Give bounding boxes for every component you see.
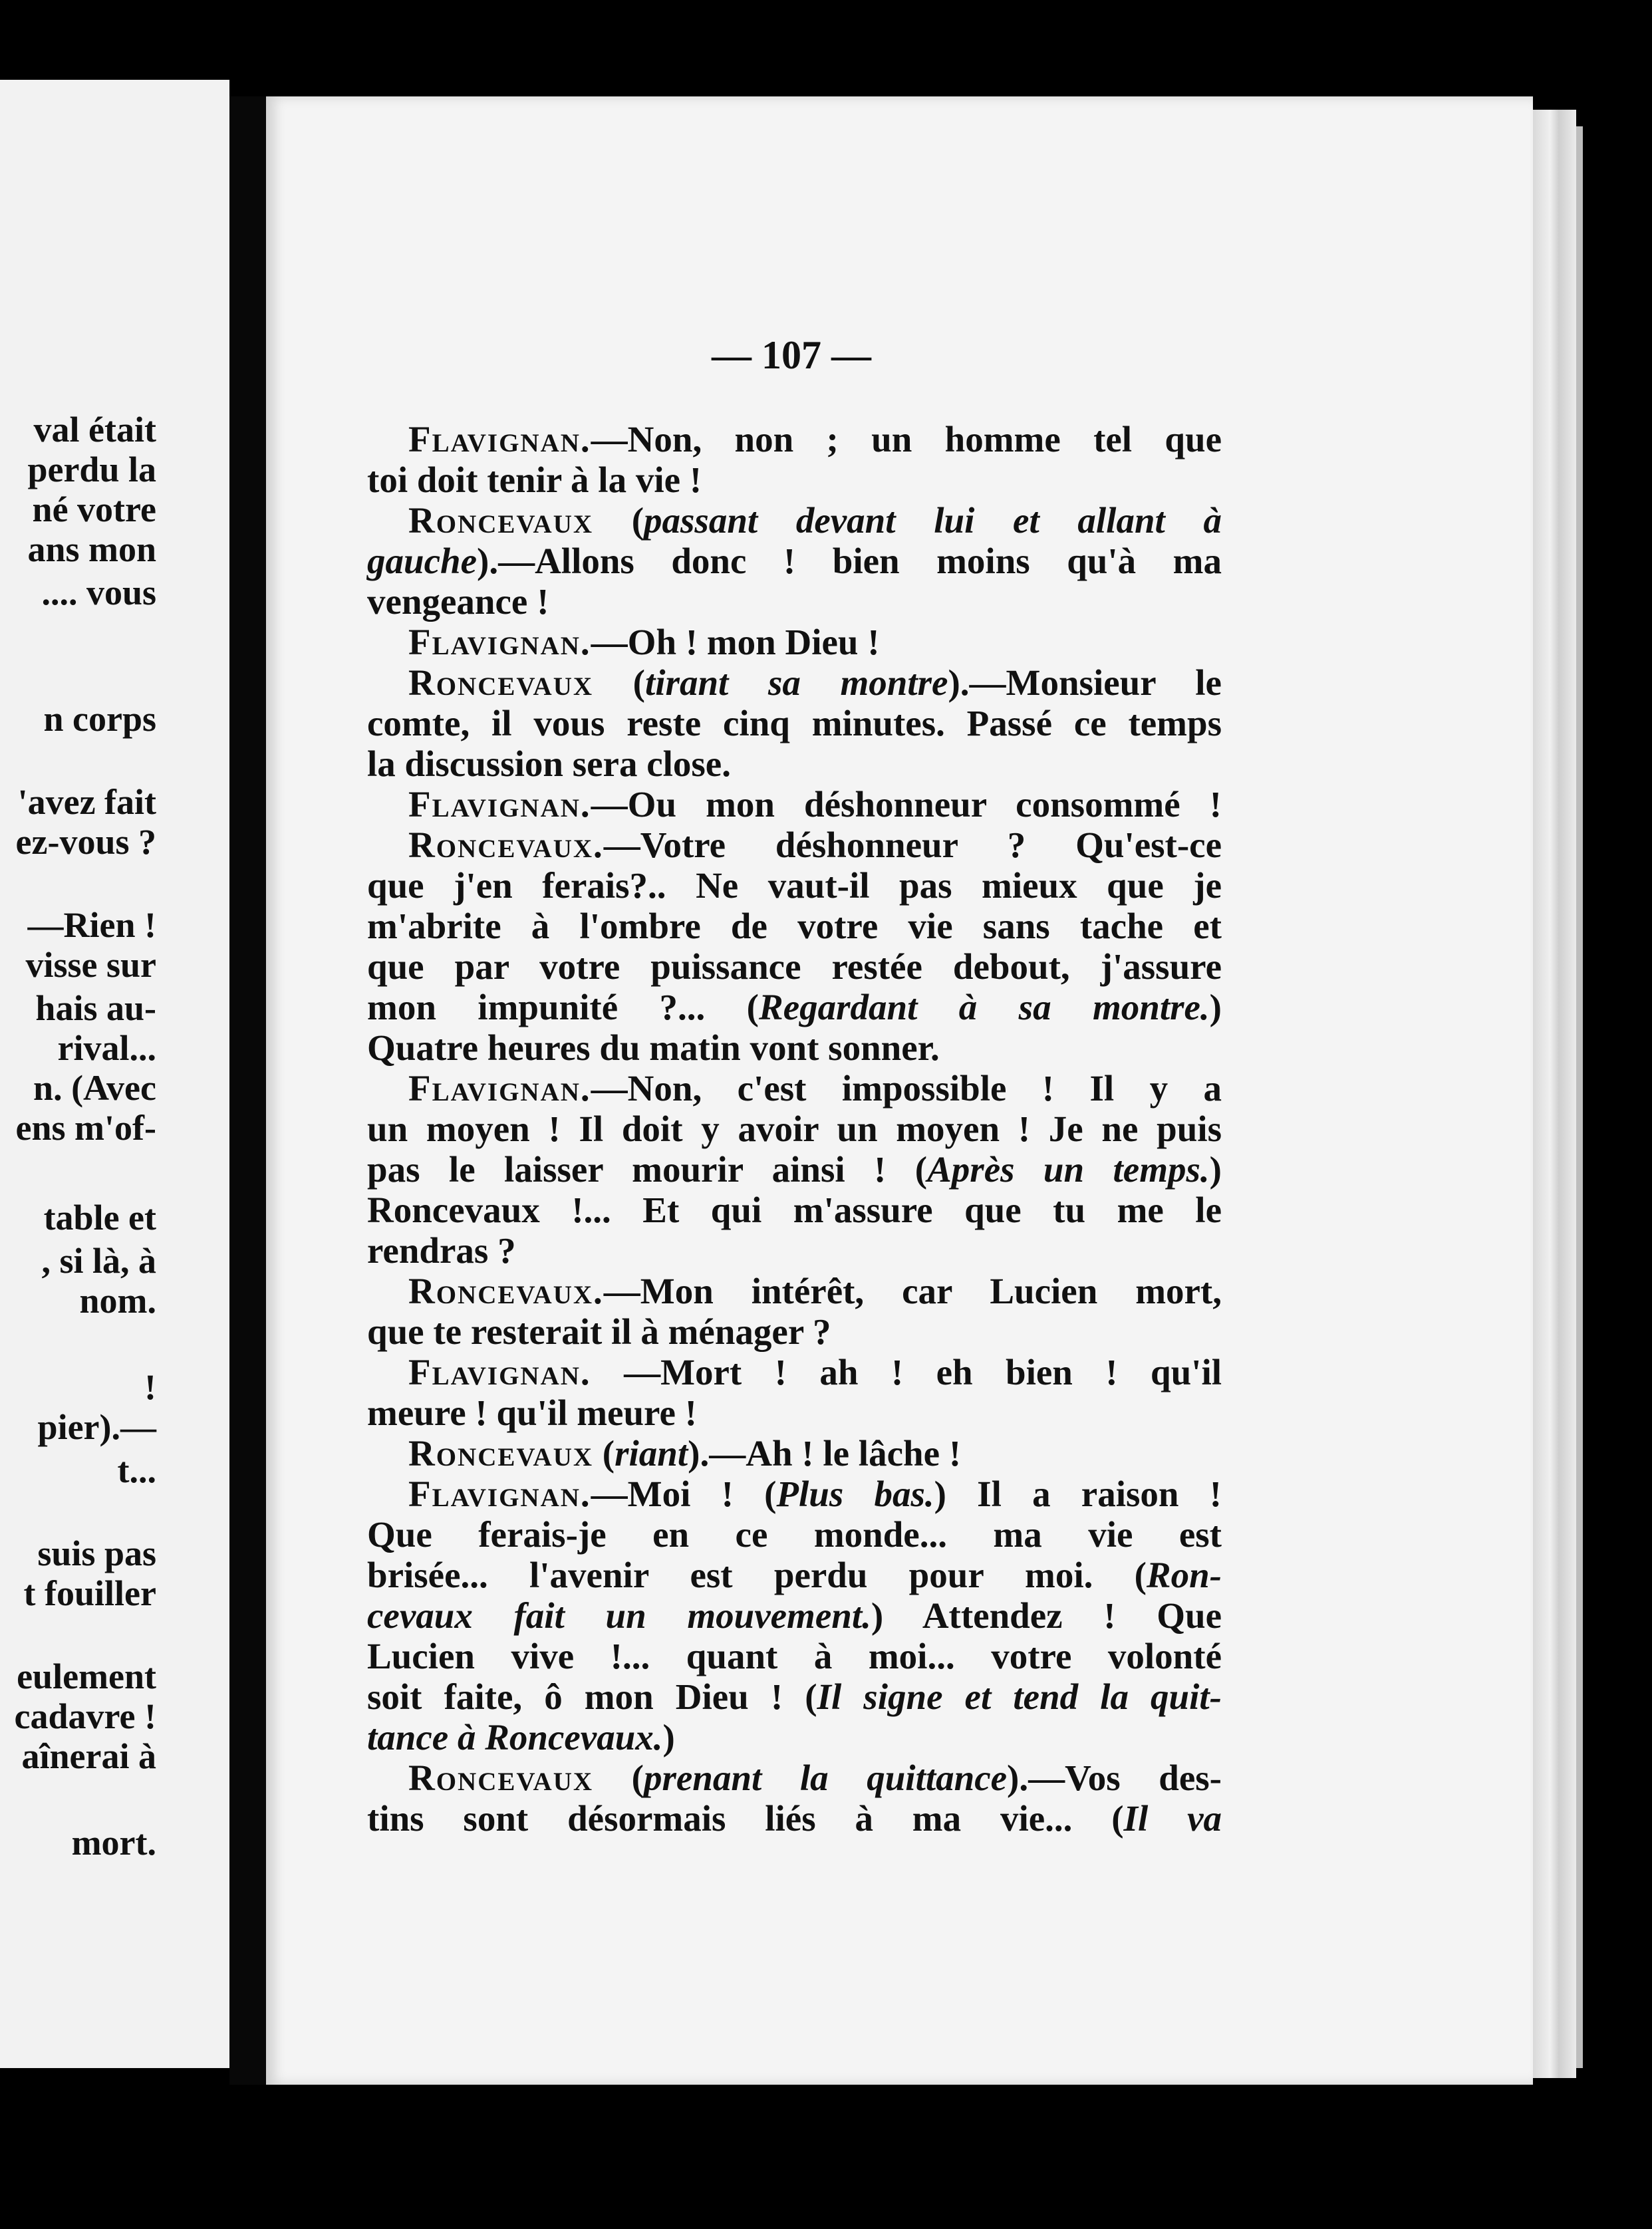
text-line	[367, 906, 1222, 946]
dialogue: vengeance !	[367, 581, 549, 622]
left-page-line: table et	[43, 1198, 156, 1238]
stage-direction: Après un temps.	[927, 1149, 1210, 1190]
text-line	[367, 541, 1222, 581]
text-line	[367, 1433, 1222, 1474]
left-page-line: perdu la	[27, 450, 156, 489]
dialogue: brisée... l'avenir est perdu pour moi. (	[367, 1555, 1147, 1595]
text-line	[367, 500, 1222, 541]
text-line	[367, 1798, 1222, 1839]
dialogue-text	[367, 419, 1222, 1839]
speaker-name: Flavignan.	[408, 1352, 591, 1392]
dialogue: Que ferais-je en ce monde... ma vie est	[367, 1514, 1222, 1555]
dialogue: Quatre heures du matin vont sonner.	[367, 1027, 940, 1068]
stage-direction: Il signe et tend la quit-	[817, 1676, 1222, 1717]
dialogue: )	[662, 1717, 675, 1758]
page-edge-stack	[1533, 110, 1576, 2078]
dialogue: ).—Vos des-	[1007, 1758, 1222, 1798]
speaker-name: Flavignan.	[408, 1474, 591, 1514]
dialogue: ).—Ah ! le lâche !	[688, 1433, 962, 1474]
speaker-name: Roncevaux	[408, 500, 594, 541]
dialogue: —Non, c'est impossible ! Il y a	[591, 1068, 1222, 1109]
dialogue: )	[1209, 1149, 1222, 1190]
dialogue: ).—Monsieur le	[948, 662, 1222, 703]
dialogue: —Moi ! (	[591, 1474, 777, 1514]
left-page-line: ens m'of-	[15, 1108, 156, 1148]
speaker-name: Roncevaux.	[408, 1271, 604, 1311]
dialogue: tins sont désormais liés à ma vie... (	[367, 1798, 1124, 1839]
dialogue: rendras ?	[367, 1230, 516, 1271]
left-page-line: hais au-	[35, 988, 156, 1028]
speaker-name: Flavignan.	[408, 419, 591, 459]
text-line	[367, 1555, 1222, 1595]
speaker-name: Roncevaux.	[408, 825, 604, 865]
text-line	[367, 1068, 1222, 1109]
stage-direction: prenant la quittance	[643, 1758, 1008, 1798]
stage-direction: Ron-	[1146, 1555, 1222, 1595]
speaker-name: Flavignan.	[408, 622, 591, 662]
left-page-line: mort.	[71, 1823, 156, 1863]
book-gutter	[229, 96, 266, 2085]
left-page-line: pier).—	[37, 1407, 156, 1447]
left-page-line: n. (Avec	[33, 1068, 156, 1108]
dialogue: (	[593, 1433, 615, 1474]
left-page-line: , si là, à	[41, 1241, 156, 1281]
left-page-line: visse sur	[25, 945, 156, 985]
left-page-line: suis pas	[37, 1533, 156, 1573]
stage-direction: passant devant lui et allant à	[644, 500, 1222, 541]
text-line	[367, 1392, 1222, 1433]
text-line	[367, 743, 1222, 784]
stage-direction: tance à Roncevaux.	[367, 1717, 663, 1758]
left-page-line: t...	[117, 1450, 156, 1490]
page-number: — 107 —	[712, 333, 871, 377]
text-line	[367, 703, 1222, 743]
dialogue: —Votre déshonneur ? Qu'est-ce	[603, 825, 1222, 865]
left-page-line: val était	[33, 410, 156, 450]
speaker-name: Roncevaux	[408, 1433, 594, 1474]
text-line	[367, 865, 1222, 906]
left-page-line: t fouiller	[23, 1573, 156, 1613]
left-page-line: aînerai à	[21, 1736, 156, 1776]
left-page-line: ez-vous ?	[15, 822, 156, 862]
dialogue: pas le laisser mourir ainsi ! (	[367, 1149, 928, 1190]
text-line	[367, 1149, 1222, 1190]
text-line	[367, 622, 1222, 662]
stage-direction: tirant sa montre	[644, 662, 948, 703]
dialogue: m'abrite à l'ombre de votre vie sans tache et	[367, 906, 1222, 946]
text-line	[367, 1717, 1222, 1758]
dialogue: —Mort ! ah ! eh bien ! qu'il	[591, 1352, 1222, 1392]
text-line	[367, 1595, 1222, 1636]
left-page-line: .... vous	[41, 573, 156, 612]
dialogue: —Mon intérêt, car Lucien mort,	[603, 1271, 1222, 1311]
stage-direction: Regardant à sa montre.	[759, 987, 1210, 1027]
dialogue: un moyen ! Il doit y avoir un moyen ! Je ne puis	[367, 1109, 1222, 1149]
dialogue: mon impunité ?... (	[367, 987, 759, 1027]
dialogue: ) Attendez ! Que	[871, 1595, 1222, 1636]
left-page-line: ans mon	[27, 529, 156, 569]
left-page-line: —Rien !	[27, 905, 156, 945]
stage-direction: riant	[615, 1433, 688, 1474]
dialogue: meure ! qu'il meure !	[367, 1392, 697, 1433]
text-line	[367, 581, 1222, 622]
text-line	[367, 419, 1222, 459]
dialogue: Roncevaux !... Et qui m'assure que tu me le	[367, 1190, 1222, 1230]
page-edge-shadow	[1576, 126, 1583, 2068]
text-line	[367, 662, 1222, 703]
text-line	[367, 987, 1222, 1027]
left-page-line: n corps	[43, 699, 156, 739]
text-line	[367, 1514, 1222, 1555]
text-line	[367, 1474, 1222, 1514]
stage-direction: cevaux fait un mouvement.	[367, 1595, 871, 1636]
text-line	[367, 1190, 1222, 1230]
stage-direction: Plus bas.	[776, 1474, 934, 1514]
dialogue: comte, il vous reste cinq minutes. Passé ce temps	[367, 703, 1222, 743]
text-line	[367, 784, 1222, 825]
speaker-name: Roncevaux	[408, 662, 594, 703]
text-line	[367, 1352, 1222, 1392]
dialogue: (	[593, 662, 645, 703]
left-page-line: !	[144, 1367, 156, 1407]
left-page-line: eulement	[17, 1656, 156, 1696]
text-line	[367, 1230, 1222, 1271]
left-page-line: rival...	[57, 1028, 156, 1068]
speaker-name: Roncevaux	[408, 1758, 594, 1798]
text-line	[367, 1758, 1222, 1798]
dialogue: ) Il a raison !	[934, 1474, 1222, 1514]
speaker-name: Flavignan.	[408, 784, 591, 825]
text-line	[367, 825, 1222, 865]
dialogue: soit faite, ô mon Dieu ! (	[367, 1676, 817, 1717]
dialogue: que te resterait il à ménager ?	[367, 1311, 831, 1352]
dialogue: que par votre puissance restée debout, j'assure	[367, 946, 1222, 987]
left-facing-page	[0, 80, 229, 2068]
dialogue: la discussion sera close.	[367, 743, 731, 784]
dialogue: —Non, non ; un homme tel que	[591, 419, 1222, 459]
dialogue: (	[593, 1758, 644, 1798]
speaker-name: Flavignan.	[408, 1068, 591, 1109]
left-page-line: 'avez fait	[17, 782, 156, 822]
stage-direction: Il va	[1123, 1798, 1222, 1839]
dialogue: Lucien vive !... quant à moi... votre volonté	[367, 1636, 1222, 1676]
text-line	[367, 1271, 1222, 1311]
dialogue: )	[1209, 987, 1222, 1027]
dialogue: que j'en ferais?.. Ne vaut-il pas mieux que je	[367, 865, 1222, 906]
text-line	[367, 459, 1222, 500]
dialogue: toi doit tenir à la vie !	[367, 459, 702, 500]
text-line	[367, 1027, 1222, 1068]
dialogue: —Ou mon déshonneur consommé !	[591, 784, 1222, 825]
left-page-line: cadavre !	[14, 1696, 156, 1736]
dialogue: ).—Allons donc ! bien moins qu'à ma	[477, 541, 1222, 581]
text-line	[367, 1636, 1222, 1676]
text-line	[367, 1311, 1222, 1352]
dialogue: (	[593, 500, 644, 541]
text-line	[367, 1109, 1222, 1149]
stage-direction: gauche	[367, 541, 477, 581]
text-line	[367, 946, 1222, 987]
dialogue: —Oh ! mon Dieu !	[591, 622, 880, 662]
left-page-line: né votre	[32, 489, 156, 529]
left-page-line: nom.	[79, 1281, 156, 1321]
text-line	[367, 1676, 1222, 1717]
